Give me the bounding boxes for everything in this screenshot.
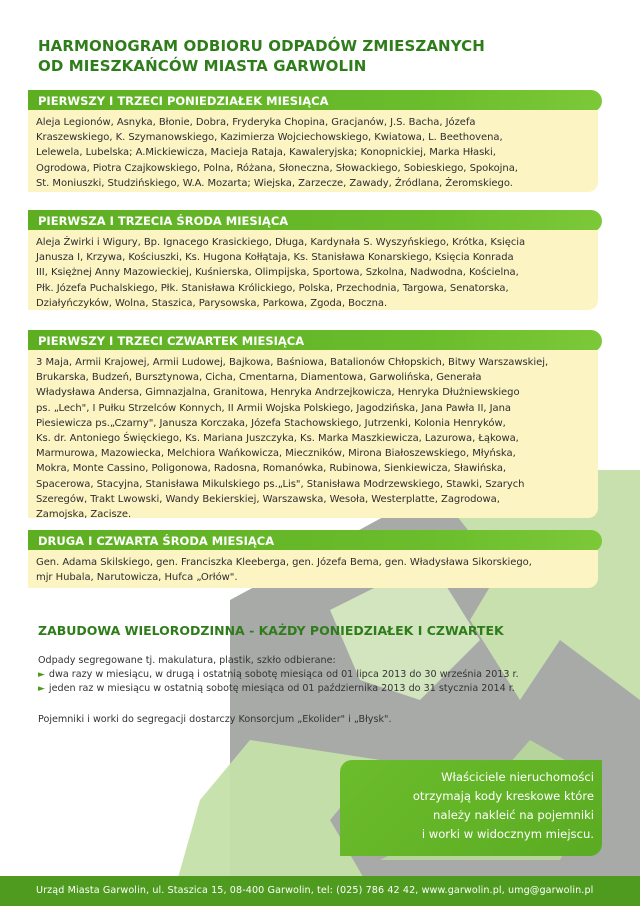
notice-line: i worki w widocznym miejscu.: [421, 827, 594, 841]
section-heading-band-wednesday-2-4: [28, 530, 602, 552]
footer-contact: Urząd Miasta Garwolin, ul. Staszica 15, 08-400 Garwolin, tel: (025) 786 42 42, www.garwolin.pl, umg@garwolin.pl: [36, 885, 594, 896]
street-line: Szeregów, Trakt Lwowski, Wandy Bekierskiej, Warszawska, Wesoła, Westerplatte, Zagrodowa,: [36, 493, 500, 505]
section-heading-wednesday-1-3: PIERWSZA I TRZECIA ŚRODA MIESIĄCA: [38, 214, 289, 228]
street-line: Aleja Żwirki i Wigury, Bp. Ignacego Krasickiego, Długa, Kardynała S. Wyszyńskiego, Krótka, Księcia: [36, 237, 526, 248]
page-title-line-1: HARMONOGRAM ODBIORU ODPADÓW ZMIESZANYCH: [38, 37, 485, 55]
segregation-bullet-text: dwa razy w miesiącu, w drugą i ostatnią sobotę miesiąca od 01 lipca 2013 do 30 września 2013 r.: [48, 668, 519, 680]
street-line: Spacerowa, Stacyjna, Stanisława Mikulskiego ps.„Lis", Stanisława Modrzewskiego, Stawki, Szarych: [36, 478, 525, 490]
segregation-bullet: [38, 668, 598, 683]
section-panel-wednesday-2-4: [28, 550, 598, 588]
section-heading-wednesday-2-4: DRUGA I CZWARTA ŚRODA MIESIĄCA: [38, 534, 275, 548]
street-line: ps. „Lech", I Pułku Strzelców Konnych, II Armii Wojska Polskiego, Jagodzińska, Jana Pawła II, Jana: [36, 402, 511, 414]
street-line: III, Księżnej Anny Mazowieckiej, Kuśnierska, Olimpijska, Sportowa, Szkolna, Nadwodna, Kościelna,: [36, 267, 519, 279]
section-heading-band-thursday: [28, 330, 602, 352]
notice-line: należy nakleić na pojemniki: [433, 808, 594, 822]
multifamily-heading: ZABUDOWA WIELORODZINNA - KAŻDY PONIEDZIAŁEK I CZWARTEK: [38, 623, 504, 638]
bullet-arrow-icon: ►: [38, 669, 45, 680]
street-line: Ks. dr. Antoniego Święckiego, Ks. Mariana Juszczyka, Ks. Marka Maszkiewicza, Lazurowa, Łąkowa,: [36, 433, 519, 445]
street-list-monday: [36, 115, 592, 191]
notice-line: Właściciele nieruchomości: [441, 770, 594, 784]
segregation-bullet: [38, 682, 598, 697]
street-line: Brukarska, Budzeń, Bursztynowa, Cicha, Cmentarna, Diamentowa, Garwolińska, Generała: [36, 372, 482, 384]
footer-bar: [0, 876, 640, 906]
street-line: Marmurowa, Mazowiecka, Melchiora Wańkowicza, Mieczników, Mirona Białoszewskiego, Młyńska,: [36, 448, 516, 460]
street-line: Władysława Andersa, Gimnazjalna, Granitowa, Henryka Andrzejkowicza, Henryka Dłużniewskiego: [36, 387, 520, 399]
street-line: Janusza I, Krzywa, Kościuszki, Ks. Hugona Kołłątaja, Ks. Stanisława Konarskiego, Księcia Konrada: [36, 252, 514, 264]
spacer: [38, 697, 598, 713]
segregation-info: [38, 654, 598, 726]
section-heading-monday: PIERWSZY I TRZECI PONIEDZIAŁEK MIESIĄCA: [38, 94, 329, 108]
street-list-wednesday-2-4: [36, 555, 592, 585]
street-line: Ogrodowa, Piotra Czajkowskiego, Polna, Różana, Słoneczna, Słowackiego, Sobieskiego, Spokojna,: [36, 162, 518, 174]
street-line: 3 Maja, Armii Krajowej, Armii Ludowej, Bajkowa, Baśniowa, Batalionów Chłopskich, Bitwy Warszawskiej,: [36, 357, 549, 368]
barcode-notice-box: [340, 760, 602, 856]
notice-line: otrzymają kody kreskowe które: [412, 789, 594, 803]
section-panel-monday: [28, 110, 598, 192]
street-line: mjr Hubala, Narutowicza, Hufca „Orłów".: [36, 572, 238, 584]
street-line: Gen. Adama Skilskiego, gen. Franciszka Kleeberga, gen. Józefa Bema, gen. Władysława Sikorskiego,: [36, 557, 532, 568]
street-line: Kraszewskiego, K. Szymanowskiego, Kazimierza Wojciechowskiego, Kwiatowa, L. Beethovena,: [36, 132, 503, 144]
street-line: St. Moniuszki, Studzińskiego, W.A. Mozarta; Wiejska, Zarzecze, Zawady, Źródlana, Żeromskiego.: [36, 177, 513, 189]
section-panel-wednesday-1-3: [28, 230, 598, 310]
segregation-intro: Odpady segregowane tj. makulatura, plastik, szkło odbierane:: [38, 655, 336, 666]
street-line: Lelewela, Lubelska; A.Mickiewicza, Macieja Rataja, Kawaleryjska; Konopnickiej, Marka Hłaski,: [36, 147, 496, 159]
street-list-thursday: [36, 355, 592, 522]
section-heading-thursday: PIERWSZY I TRZECI CZWARTEK MIESIĄCA: [38, 334, 305, 348]
street-line: Działyńczyków, Wolna, Staszica, Parysowska, Parkowa, Zgoda, Boczna.: [36, 297, 388, 309]
street-list-wednesday-1-3: [36, 235, 592, 311]
page-title: [38, 36, 598, 76]
section-panel-thursday: [28, 350, 598, 521]
street-line: Piesiewicza ps.„Czarny", Janusza Korczaka, Józefa Stachowskiego, Jutrzenki, Kolonia Henryków,: [36, 417, 506, 429]
bullet-arrow-icon: ►: [38, 684, 45, 694]
containers-note: Pojemniki i worki do segregacji dostarczy Konsorcjum „Ekolider" i „Błysk".: [38, 713, 392, 725]
page-title-line-2: OD MIESZKAŃCÓW MIASTA GARWOLIN: [38, 57, 367, 75]
section-heading-band-monday: [28, 90, 602, 112]
segregation-bullet-text: jeden raz w miesiącu w ostatnią sobotę miesiąca od 01 października 2013 do 31 stycznia 2014 r.: [48, 683, 515, 694]
street-line: Płk. Józefa Puchalskiego, Płk. Stanisława Królickiego, Polska, Przechodnia, Targowa, Senatorska,: [36, 282, 509, 294]
street-line: Aleja Legionów, Asnyka, Błonie, Dobra, Fryderyka Chopina, Gracjanów, J.S. Bacha, Józefa: [36, 117, 476, 128]
street-line: Mokra, Monte Cassino, Poligonowa, Radosna, Romanówka, Rubinowa, Sienkiewicza, Sławińska,: [36, 463, 507, 475]
barcode-notice-text: [348, 768, 594, 844]
street-line: Zamojska, Zacisze.: [36, 509, 132, 521]
section-heading-band-wednesday-1-3: [28, 210, 602, 232]
